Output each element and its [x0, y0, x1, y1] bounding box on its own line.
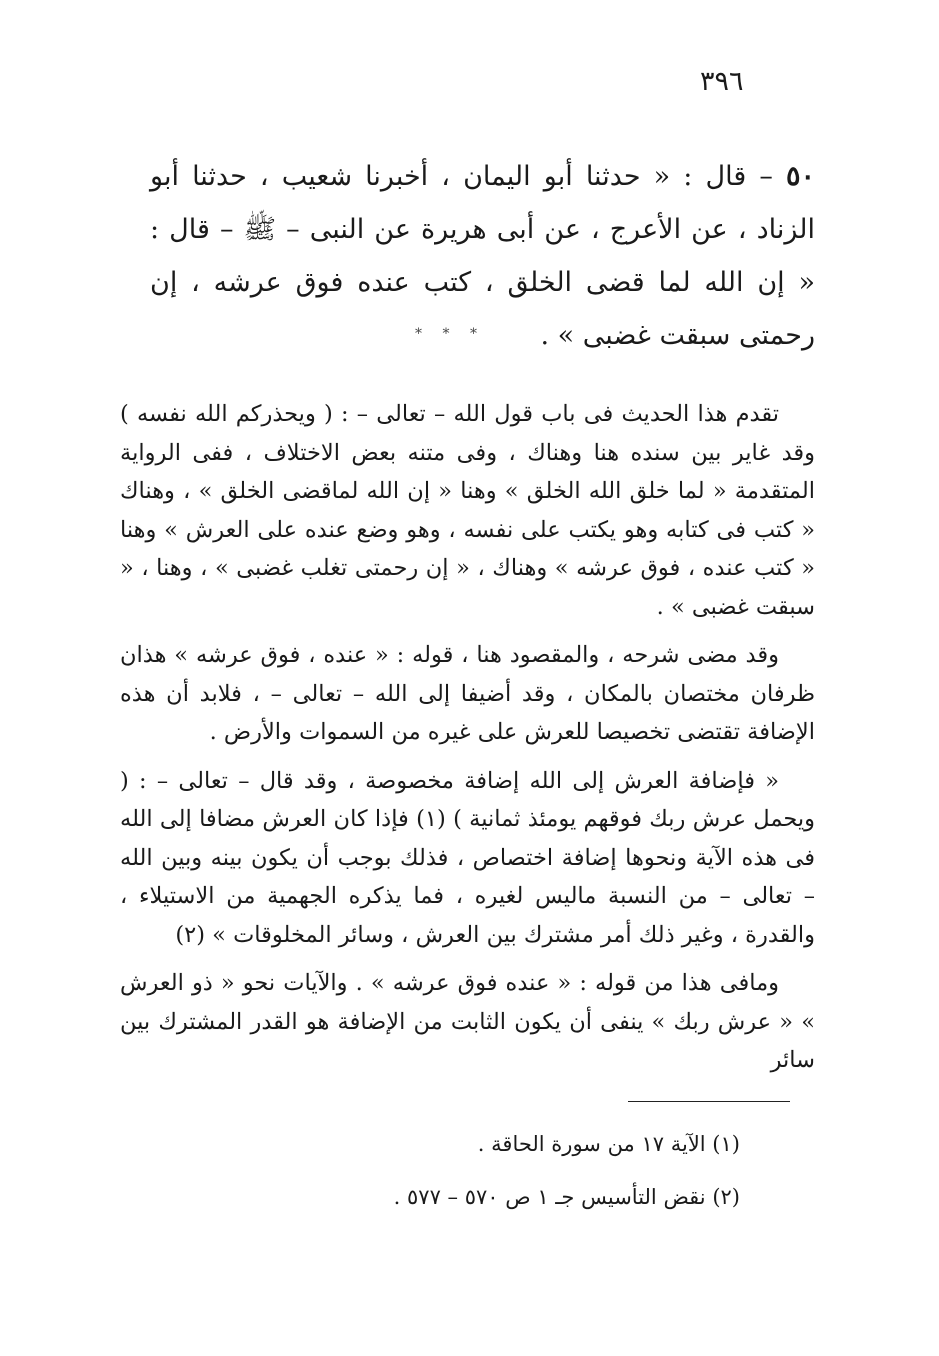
commentary [120, 395, 815, 1080]
hadith-text: – قال : « حدثنا أبو اليمان ، أخبرنا شعيب ، حدثنا أبو الزناد ، عن الأعرج ، عن أبى هريرة عن النبى – ﷺ – قال : « إن الله لما قضى الخلق ، كتب عنده فوق عرشه ، إن رحمتى سبقت غضبى » . [150, 161, 815, 351]
commentary-paragraph: ومافى هذا من قوله : « عنده فوق عرشه » . والآيات نحو « ذو العرش » « عرش ربك » ينفى أن يكون الثابت من الإضافة هو القدر المشترك بين سائر [120, 970, 815, 1073]
page-number: ٣٩٦ [700, 66, 744, 97]
commentary-paragraph: وقد مضى شرحه ، والمقصود هنا ، قوله : « عنده ، فوق عرشه » هذان ظرفان مختصان بالمكان ، وقد أضيفا إلى الله – تعالى – ، فلابد أن هذه الإضافة تقتضى تخصيصا للعرش على غيره من السموات والأرض . [120, 642, 815, 745]
footnote-item: (٢) نقض التأسيس جـ ١ ص ٥٧٠ – ٥٧٧ . [393, 1185, 740, 1209]
footnotes [300, 1131, 740, 1237]
section-separator: * * * [415, 326, 485, 342]
hadith-number: ٥٠ [786, 161, 816, 192]
commentary-paragraph: تقدم هذا الحديث فى باب قول الله – تعالى – : ( ويحذركم الله نفسه ) وقد غاير بين سنده هنا وهناك ، وفى متنه بعض الاختلاف ، ففى الرواية المتقدمة « لما خلق الله الخلق » وهنا « إن الله لماقضى الخلق » ، وهناك « كتب فى كتابه وهو يكتب على نفسه ، وهو وضع عنده على العرش » وهنا « كتب عنده ، فوق عرشه » وهناك ، « إن رحمتى تغلب غضبى » ، وهنا ، « سبقت غضبى » . [120, 401, 815, 620]
footnote-item: (١) الآية ١٧ من سورة الحاقة . [477, 1132, 740, 1156]
footnote-divider [628, 1101, 790, 1102]
commentary-paragraph: « فإضافة العرش إلى الله إضافة مخصوصة ، وقد قال – تعالى – : ( ويحمل عرش ربك فوقهم يومئذ ثمانية ) (١) فإذا كان العرش مضافا إلى الله فى هذه الآية ونحوها إضافة اختصاص ، فذلك بوجب أن يكون بينه وبين الله – تعالى – من النسبة ماليس لغيره ، فما يذكره الجهمية من الاستيلاء ، والقدرة ، وغير ذلك أمر مشترك بين العرش ، وسائر المخلوقات » (٢) [120, 767, 816, 948]
